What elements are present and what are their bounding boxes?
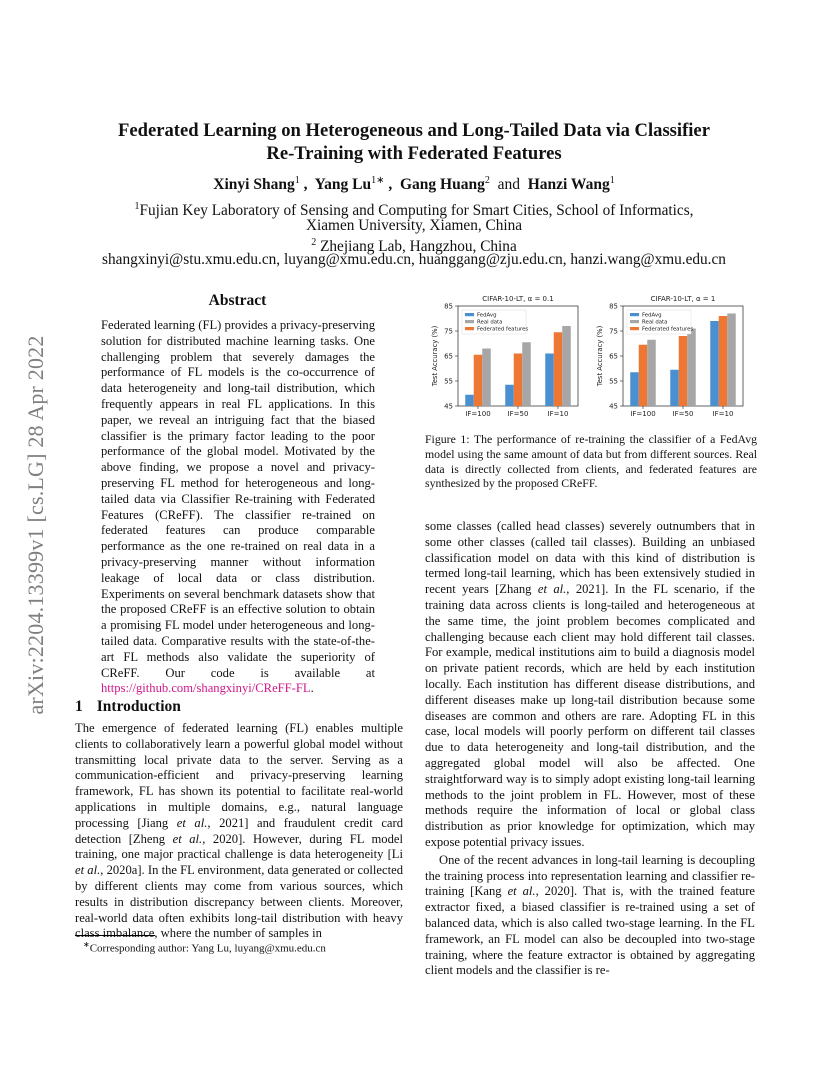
- bar: [727, 314, 736, 407]
- intro-text: , 2020a]. In the FL environment, data generated or collected by different clients may come from various sources, which results in distribution discrepancy between clients. Moreover, real-world data often exhibits long-tail distribution with heavy class imbalance, where the number of samples in: [75, 863, 403, 941]
- figure-1-charts: [420, 286, 760, 422]
- legend-swatch: [630, 320, 639, 323]
- legend-swatch: [465, 320, 474, 323]
- intro-text: , 2021] and fraudulent credit card detection [Zheng: [75, 815, 404, 846]
- section-title: Introduction: [96, 698, 181, 715]
- x-tick-label: IF=10: [547, 410, 569, 418]
- intro-text: , 2021]. In the FL scenario, if the training data across clients is long-tailed and heterogeneous at the same time, the joint problem becomes complicated and challenging because each client may hold different tail classes. For example, medical institutions aim to build a diagnosis model on private patient records, which are held by each institution locally. Each institution has different disease distributions, and different diseases make up long-tail distribution because some diseases are common and others are rare. Adopting FL in this case, local models will poorly perform on different tail classes due to data heterogeneity and long-tail distribution, and the aggregated global model will also be affected. One straightforward way is to simply adopt existing long-tail learning methods to the joint problem in FL. However, most of these methods require the information of local or global class distribution as prior knowledge for optimization, which may expose potential privacy issues.: [425, 582, 755, 849]
- author-list: Xinyi Shang$^1$ , Yang $Lu^{1∗}$ , Gang Huang$^2$ and Hanzi Wang$^1$: [213, 175, 615, 194]
- bar: [687, 329, 696, 407]
- legend-label: Federated features: [642, 326, 694, 333]
- legend-label: Real data: [642, 319, 668, 326]
- affiliation-mark: 1: [134, 201, 140, 212]
- bar: [474, 355, 483, 406]
- author-emails: shangxinyi@stu.xmu.edu.cn, luyang@xmu.edu.cn, huanggang@zju.edu.cn, hanzi.wang@xmu.edu.cn: [102, 251, 726, 268]
- section-heading: [75, 698, 181, 716]
- arxiv-identifier-text: arXiv:2204.13399v1 [cs.LG] 28 Apr 2022: [23, 335, 48, 715]
- y-tick-label: 85: [444, 302, 453, 311]
- abstract-end: .: [310, 681, 314, 696]
- author-mark: 2: [484, 175, 490, 186]
- y-tick-label: 55: [609, 377, 618, 386]
- intro-text: The emergence of federated learning (FL) enables multiple clients to collaboratively learn a powerful global model without transmitting local private data to the server. Serving as a communication-efficient and privacy-preserving learning framework, FL has shown its potential to facilitate real-world applications in multiple domains, e.g., natural language processing [Jiang: [75, 721, 403, 830]
- author-mark: 1∗: [371, 175, 385, 186]
- y-tick-label: 65: [609, 352, 618, 361]
- affiliation-2-text: Zhejiang Lab, Hangzhou, China: [320, 238, 517, 256]
- citation-etal: et al.: [507, 884, 536, 899]
- bar: [710, 321, 719, 406]
- bar: [679, 336, 688, 406]
- bar: [465, 395, 474, 406]
- authors-and: and: [497, 176, 520, 194]
- footnote-rule: [75, 935, 155, 936]
- x-tick-label: IF=50: [507, 410, 529, 418]
- legend-label: FedAvg: [642, 312, 662, 319]
- affiliation-1-line-1: Fujian Key Laboratory of Sensing and Computing for Smart Cities, School of Informatics,: [139, 202, 694, 220]
- citation-etal: et al.: [176, 815, 208, 830]
- intro-text: One of the recent advances in long-tail learning is decoupling the training process into representation learning and classifier re-training [Kang: [425, 852, 755, 899]
- abstract-body: [101, 318, 375, 697]
- paper-title: [60, 119, 768, 165]
- intro-text: , 2020]. That is, with the trained feature extractor fixed, a biased classifier is re-trained using a set of balanced data, which is also called two-stage learning. In the FL framework, an FL model can also be decoupled into two-stage training, where the feature extractor is obtained by aggregating client models and the classifier is re-: [425, 884, 756, 978]
- y-axis-label: Test Accuracy (%): [596, 325, 604, 387]
- legend-label: Federated features: [477, 326, 529, 333]
- bar: [639, 345, 648, 406]
- bar: [719, 316, 728, 406]
- section-number: 1: [75, 698, 83, 715]
- legend-swatch: [630, 327, 639, 330]
- y-tick-label: 75: [444, 327, 453, 336]
- footnote: [83, 940, 326, 955]
- intro-text: , 2020]. However, during FL model training, one major practical challenge is data heterogeneity [Li: [75, 831, 403, 862]
- footnote-text: Corresponding author: Yang Lu, luyang@xmu.edu.cn: [89, 942, 326, 955]
- y-axis-label: Test Accuracy (%): [431, 325, 439, 387]
- y-tick-label: 85: [609, 302, 618, 311]
- intro-paragraph-left: [75, 721, 403, 942]
- y-tick-label: 75: [609, 327, 618, 336]
- y-tick-label: 45: [609, 402, 618, 411]
- author-name: Hanzi Wang: [527, 176, 610, 194]
- author-name: Yang Lu: [314, 176, 372, 194]
- citation-etal: et al.: [75, 863, 101, 878]
- y-tick-label: 55: [444, 377, 453, 386]
- author-mark: 1: [609, 175, 615, 186]
- author-name: Gang Huang: [399, 176, 485, 194]
- arxiv-identifier: [16, 290, 56, 760]
- bar: [522, 342, 531, 406]
- bar: [554, 332, 563, 406]
- intro-paragraph-right: [425, 519, 755, 979]
- legend-swatch: [465, 327, 474, 330]
- bar: [562, 326, 571, 406]
- citation-etal: et al.: [537, 582, 567, 597]
- x-tick-label: IF=100: [465, 410, 491, 418]
- title-line-2: Re-Training with Federated Features: [266, 143, 562, 164]
- bar: [630, 372, 639, 406]
- abstract-text: Federated learning (FL) provides a privacy-preserving solution for distributed machine learning tasks. One challenging problem that severely damages the performance of FL models is the co-occurrence of data heterogeneity and long-tail distribution, which frequently appears in real FL applications. In this paper, we reveal an intriguing fact that the biased classifier is the primary factor leading to the poor performance of the global model. Motivated by the above finding, we propose a novel and privacy-preserving FL method for heterogeneous and long-tailed data via Classifier Re-training with Federated Features (CReFF). The classifier re-trained on federated features can produce comparable performance as the one re-trained on real data in a privacy-preserving manner without information leakage of local data or class distribution. Experiments on several benchmark datasets show that the proposed CReFF is an effective solution to obtain a promising FL model under heterogeneous and long-tailed data. Comparative results with the state-of-the-art FL methods also validate the superiority of CReFF. Our code is available at: [101, 318, 375, 680]
- bar: [545, 354, 554, 407]
- footnote-mark: ∗: [83, 940, 90, 949]
- legend-label: FedAvg: [477, 312, 497, 319]
- citation-etal: et al.: [172, 831, 203, 846]
- abstract-heading: Abstract: [208, 292, 267, 309]
- figure-caption: Figure 1: The performance of re-training the classifier of a FedAvg model using the same amount of data but from different sources. Real data is directly collected from clients, and federated features are synthesized by the proposed CReFF.: [425, 432, 757, 491]
- author-name: Xinyi Shang: [213, 176, 295, 194]
- bar: [505, 385, 514, 406]
- legend-swatch: [630, 313, 639, 316]
- bar: [482, 349, 491, 407]
- intro-text: some classes (called head classes) severely outnumbers that in some other classes (called tail classes). Building an unbiased classification model on data with this kind of distribution is termed long-tail learning, which has been extensively studied in recent years [Zhang: [425, 519, 755, 597]
- legend-label: Real data: [477, 319, 503, 326]
- x-tick-label: IF=50: [672, 410, 694, 418]
- title-line-1: Federated Learning on Heterogeneous and Long-Tailed Data via Classifier: [118, 120, 710, 141]
- y-tick-label: 65: [444, 352, 453, 361]
- y-tick-label: 45: [444, 402, 453, 411]
- author-mark: 1: [294, 175, 300, 186]
- affiliation-1-line-2: Xiamen University, Xiamen, China: [305, 217, 523, 234]
- affiliation-mark: 2: [311, 237, 317, 248]
- bar: [647, 340, 656, 406]
- chart-title: CIFAR-10-LT, α = 1: [650, 295, 716, 303]
- code-link[interactable]: https://github.com/shangxinyi/CReFF-FL: [101, 681, 311, 696]
- bar: [670, 370, 679, 406]
- x-tick-label: IF=10: [712, 410, 734, 418]
- chart-title: CIFAR-10-LT, α = 0.1: [482, 295, 554, 303]
- legend-swatch: [465, 313, 474, 316]
- x-tick-label: IF=100: [630, 410, 656, 418]
- bar: [514, 354, 523, 407]
